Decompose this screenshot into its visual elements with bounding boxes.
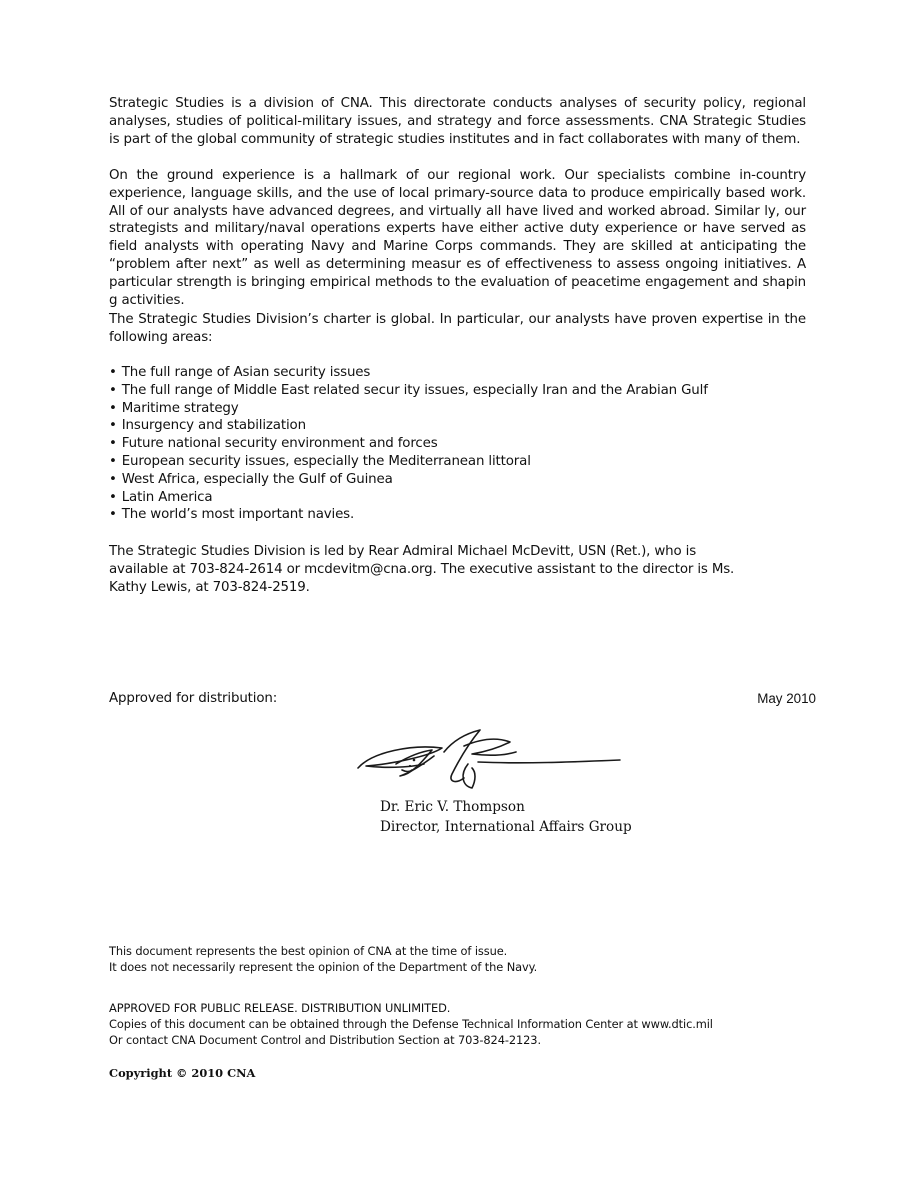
disclaimer-line: It does not necessarily represent the opinion of the Department of the Navy. xyxy=(109,959,538,974)
list-item: • West Africa, especially the Gulf of Guinea xyxy=(109,471,708,489)
disclaimer-block xyxy=(109,944,537,976)
experience-paragraph: On the ground experience is a hallmark of our regional work. Our specialists combine in-country experience, language skills, and the use of local primary-source data to produce empirically based work. All of our analysts have advanced degrees, and virtually all have lived and worked abroad. Similar ly, our strategists and military/naval operations experts have either active duty experience or have served as field analysts with operating Navy and Marine Corps commands. They are skilled at anticipating the “problem after next” as well as determining measur es of effectiveness to assess ongoing initiatives. A particular strength is bringing empirical methods to the evaluation of peacetime engagement and shapin g activities. xyxy=(109,168,806,308)
approval-date: May 2010 xyxy=(757,691,816,706)
release-statement: APPROVED FOR PUBLIC RELEASE. DISTRIBUTION UNLIMITED. xyxy=(109,1001,451,1015)
release-contact-line: Or contact CNA Document Control and Distribution Section at 703-824-2123. xyxy=(109,1032,541,1047)
signer-block xyxy=(380,798,632,837)
approval-label: Approved for distribution: xyxy=(109,691,278,706)
list-item: • Insurgency and stabilization xyxy=(109,417,708,435)
release-copies-line: Copies of this document can be obtained through the Defense Technical Information Center at www.dtic.mil xyxy=(109,1016,713,1031)
list-item: • Maritime strategy xyxy=(109,400,708,418)
list-item: • European security issues, especially the Mediterranean littoral xyxy=(109,453,708,471)
list-item: • The world’s most important navies. xyxy=(109,506,708,524)
signer-name: Dr. Eric V. Thompson xyxy=(380,799,525,815)
leadership-paragraph: The Strategic Studies Division is led by Rear Admiral Michael McDevitt, USN (Ret.), who is available at 703-824-2614 or mcdevitm@cna.org. The executive assistant to the director is Ms. Kathy Lewis, at 703-824-2519. xyxy=(109,544,735,595)
list-item: • Future national security environment and forces xyxy=(109,435,708,453)
expertise-list xyxy=(109,364,708,524)
list-item: • The full range of Asian security issues xyxy=(109,364,708,382)
list-item: • Latin America xyxy=(109,489,708,507)
list-item: • The full range of Middle East related secur ity issues, especially Iran and the Arabian Gulf xyxy=(109,382,708,400)
signer-title: Director, International Affairs Group xyxy=(380,818,632,835)
release-block xyxy=(109,1001,713,1048)
disclaimer-line: This document represents the best opinion of CNA at the time of issue. xyxy=(109,944,508,958)
charter-paragraph: The Strategic Studies Division’s charter is global. In particular, our analysts have proven expertise in the following areas: xyxy=(109,312,806,345)
copyright-notice: Copyright © 2010 CNA xyxy=(109,1066,256,1080)
signature-image xyxy=(352,722,627,794)
intro-paragraph: Strategic Studies is a division of CNA. This directorate conducts analyses of security policy, regional analyses, studies of political-military issues, and strategy and force assessments. CNA Strategic Studies is part of the global community of strategic studies institutes and in fact collaborates with many of them. xyxy=(109,96,806,147)
